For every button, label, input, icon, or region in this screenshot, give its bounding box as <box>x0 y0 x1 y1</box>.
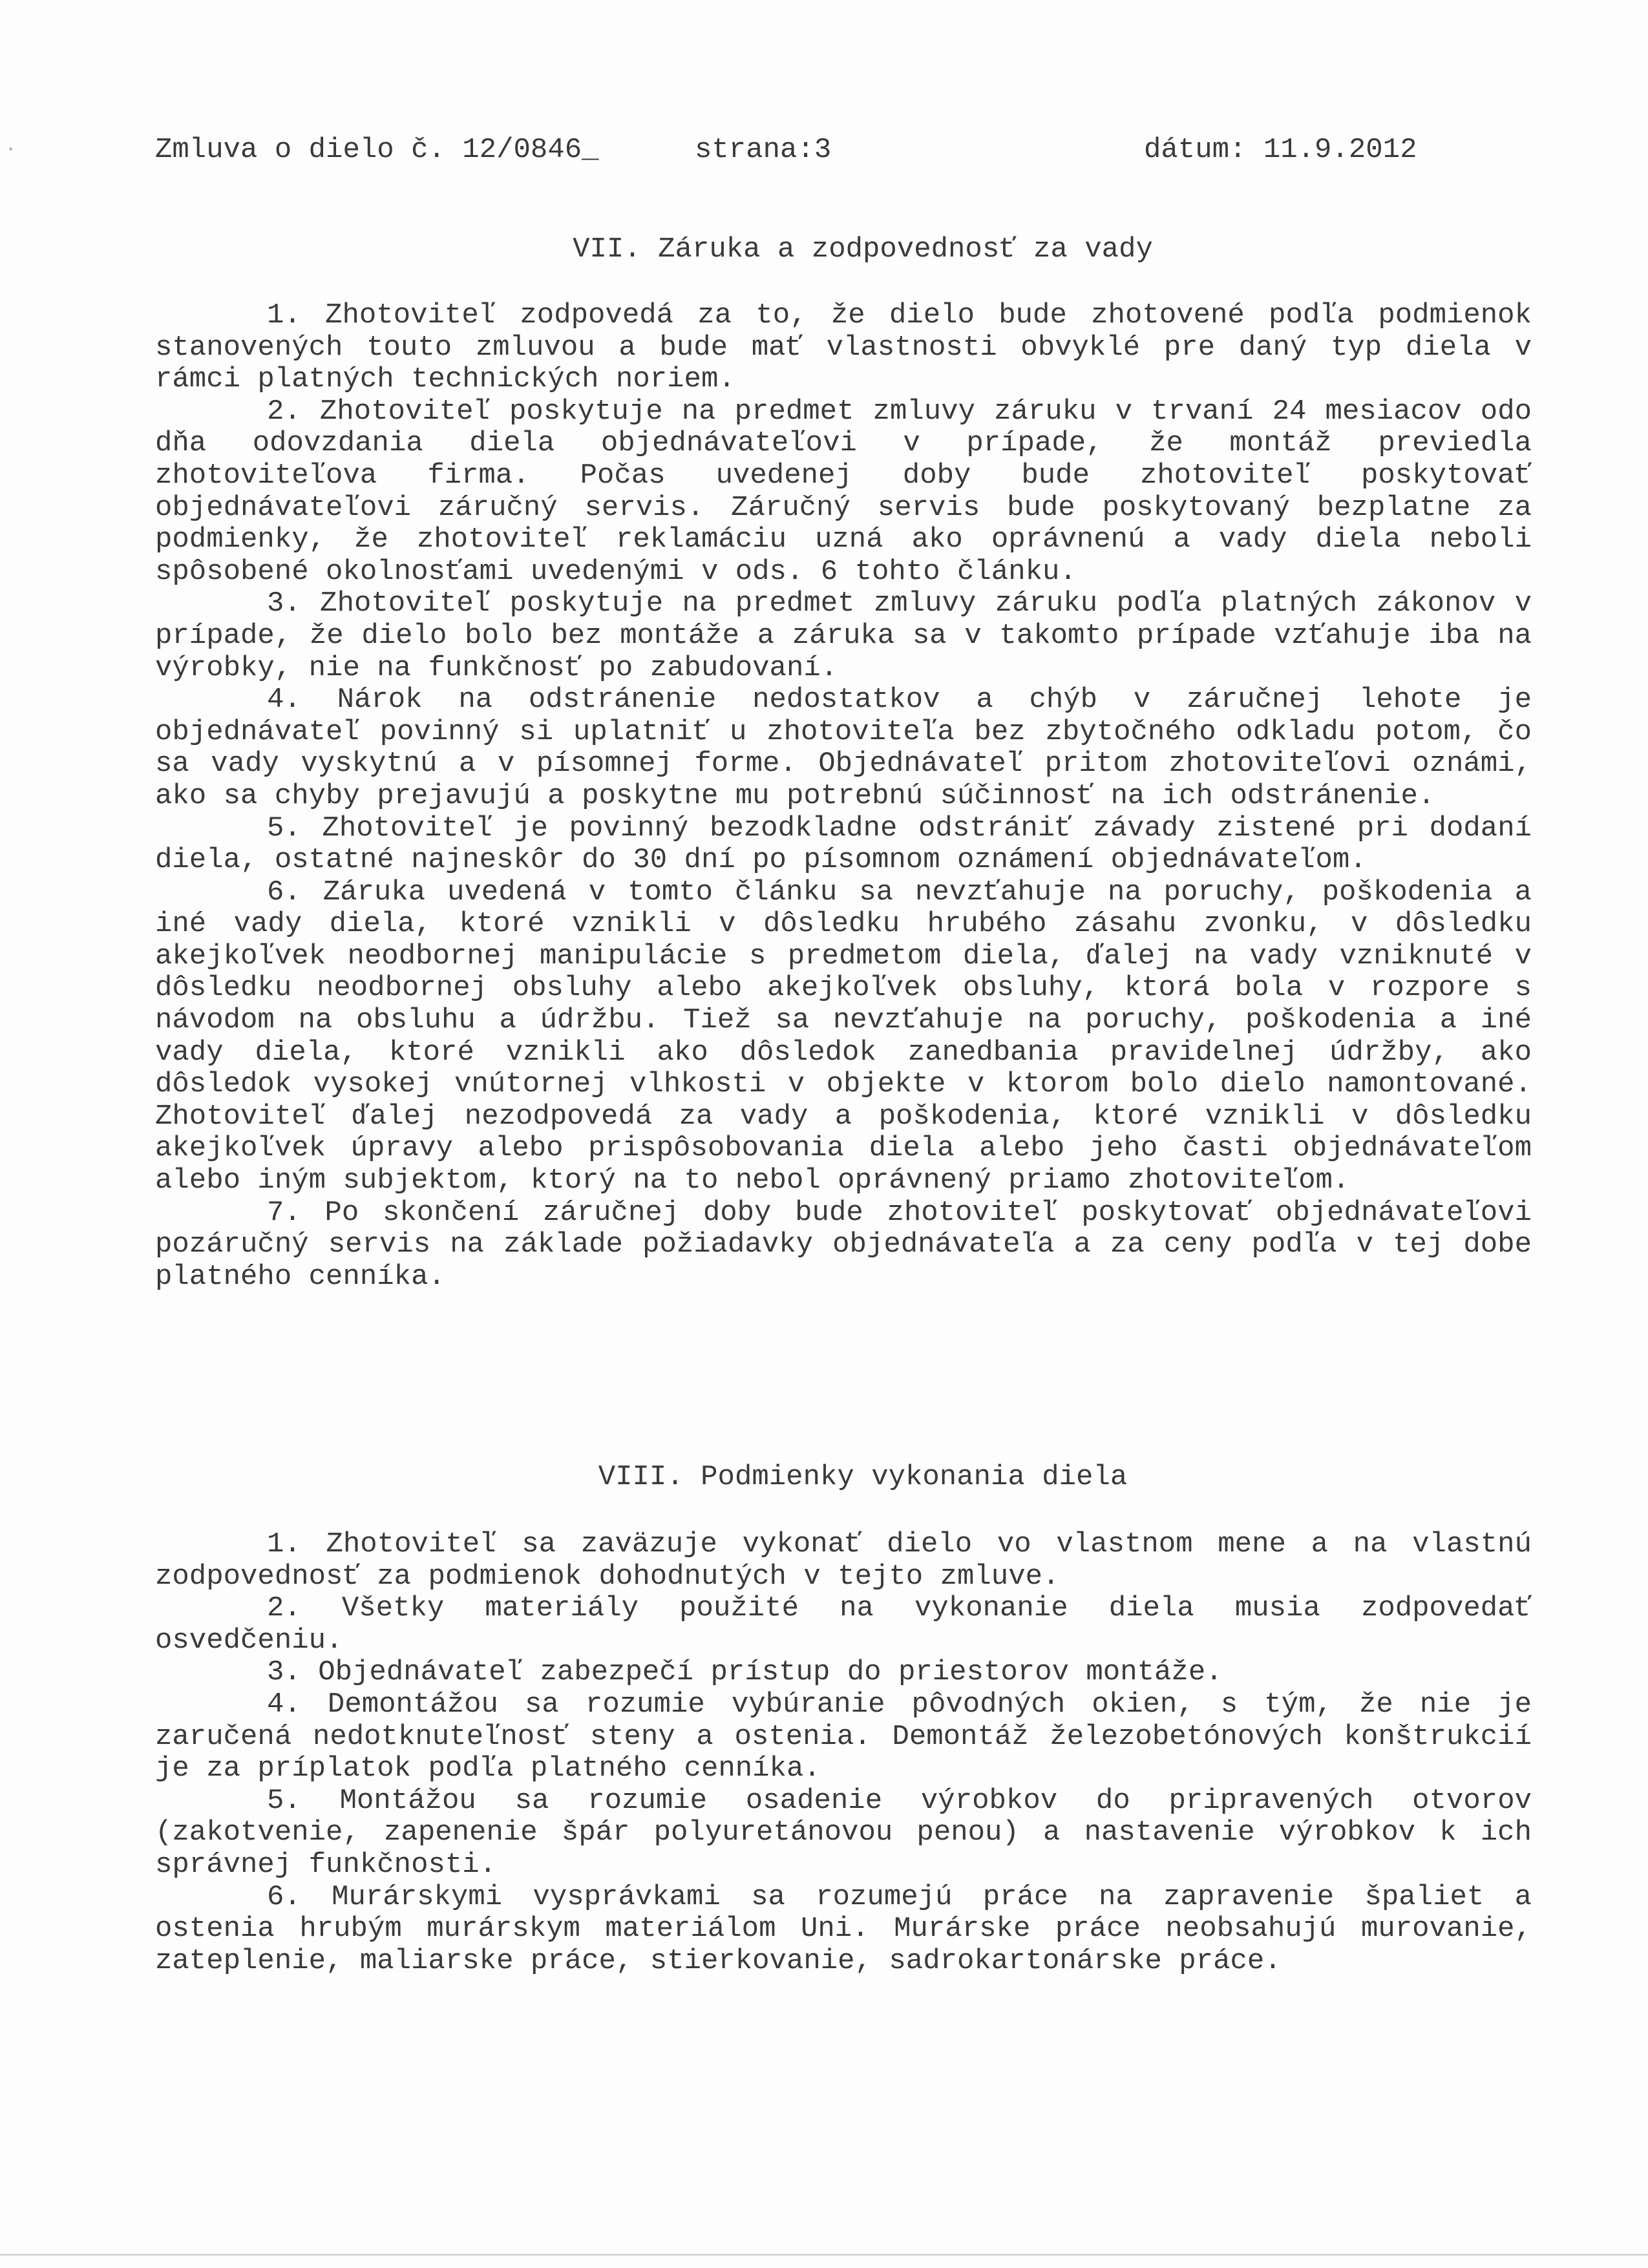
section-viii-body <box>155 1529 1532 1977</box>
paragraph-vii-7: 7. Po skončení záručnej doby bude zhotoviteľ poskytovať objednávateľovi pozáručný servis na základe požiadavky objednávateľa a za ceny podľa v tej dobe platného cenníka. <box>155 1196 1532 1293</box>
paragraph-viii-5: 5. Montážou sa rozumie osadenie výrobkov do pripravených otvorov (zakotvenie, zapenenie špár polyuretánovou penou) a nastavenie výrobkov k ich správnej funkčnosti. <box>155 1784 1532 1881</box>
paragraph-vii-2: 2. Zhotoviteľ poskytuje na predmet zmluvy záruku v trvaní 24 mesiacov odo dňa odovzdania diela objednávateľovi v prípade, že montáž previedla zhotoviteľova firma. Počas uvedenej doby bude zhotoviteľ poskytovať objednávateľovi záručný servis. Záručný servis bude poskytovaný bezplatne za podmienky, že zhotoviteľ reklamáciu uzná ako oprávnenú a vady diela neboli spôsobené okolnosťami uvedenými v ods. 6 tohto článku. <box>155 395 1532 588</box>
paragraph-vii-6: 6. Záruka uvedená v tomto článku sa nevzťahuje na poruchy, poškodenia a iné vady diela, ktoré vznikli v dôsledku hrubého zásahu zvonku, v dôsledku akejkoľvek neodbornej manipulácie s predmetom diela, ďalej na vady vzniknuté v dôsledku neodbornej obsluhy alebo akejkoľvek obsluhy, ktorá bola v rozpore s návodom na obsluhu a údržbu. Tiež sa nevzťahuje na poruchy, poškodenia a iné vady diela, ktoré vznikli ako dôsledok zanedbania pravidelnej údržby, ako dôsledok vysokej vnútornej vlhkosti v objekte v ktorom bolo dielo namontované. Zhotoviteľ ďalej nezodpovedá za vady a poškodenia, ktoré vznikli v dôsledku akejkoľvek úpravy alebo prispôsobovania diela alebo jeho časti objednávateľom alebo iným subjektom, ktorý na to nebol oprávnený priamo zhotoviteľom. <box>155 876 1532 1197</box>
paragraph-viii-3: 3. Objednávateľ zabezpečí prístup do priestorov montáže. <box>267 1656 1223 1689</box>
section-title-vii: VII. Záruka a zodpovednosť za vady <box>573 233 1153 266</box>
scan-speck <box>9 147 12 151</box>
paragraph-vii-1: 1. Zhotoviteľ zodpovedá za to, že dielo bude zhotovené podľa podmienok stanovených touto zmluvou a bude mať vlastnosti obvyklé pre daný typ diela v rámci platných technických noriem. <box>155 299 1532 396</box>
paragraph-vii-5: 5. Zhotoviteľ je povinný bezodkladne odstrániť závady zistené pri dodaní diela, ostatné najneskôr do 30 dní po písomnom oznámení objednávateľom. <box>155 812 1532 877</box>
section-title-viii: VIII. Podmienky vykonania diela <box>598 1461 1128 1493</box>
paragraph-viii-2: 2. Všetky materiály použité na vykonanie diela musia zodpovedať osvedčeniu. <box>155 1592 1532 1657</box>
section-vii-body <box>155 300 1532 1293</box>
page-number: strana:3 <box>695 134 832 166</box>
paragraph-viii-4: 4. Demontážou sa rozumie vybúranie pôvodných okien, s tým, že nie je zaručená nedotknuteľnosť steny a ostenia. Demontáž železobetónových konštrukcií je za príplatok podľa platného cenníka. <box>155 1688 1532 1785</box>
scan-edge-line <box>0 2254 1648 2256</box>
paragraph-viii-1: 1. Zhotoviteľ sa zaväzuje vykonať dielo vo vlastnom mene a na vlastnú zodpovednosť za podmienok dohodnutých v tejto zmluve. <box>155 1528 1532 1593</box>
paragraph-vii-3: 3. Zhotoviteľ poskytuje na predmet zmluvy záruku podľa platných zákonov v prípade, že dielo bolo bez montáže a záruka sa v takomto prípade vzťahuje iba na výrobky, nie na funkčnosť po zabudovaní. <box>155 587 1532 684</box>
paragraph-vii-4: 4. Nárok na odstránenie nedostatkov a chýb v záručnej lehote je objednávateľ povinný si uplatniť u zhotoviteľa bez zbytočného odkladu potom, čo sa vady vyskytnú a v písomnej forme. Objednávateľ pritom zhotoviteľovi oznámi, ako sa chyby prejavujú a poskytne mu potrebnú súčinnosť na ich odstránenie. <box>155 684 1532 812</box>
page-header <box>155 134 1474 173</box>
document-date: dátum: 11.9.2012 <box>1144 134 1417 166</box>
paragraph-viii-6: 6. Murárskymi vysprávkami sa rozumejú práce na zapravenie špaliet a ostenia hrubým murárskym materiálom Uni. Murárske práce neobsahujú murovanie, zateplenie, maliarske práce, stierkovanie, sadrokartonárske práce. <box>155 1880 1532 1977</box>
contract-number: Zmluva o dielo č. 12/0846_ <box>155 134 599 166</box>
